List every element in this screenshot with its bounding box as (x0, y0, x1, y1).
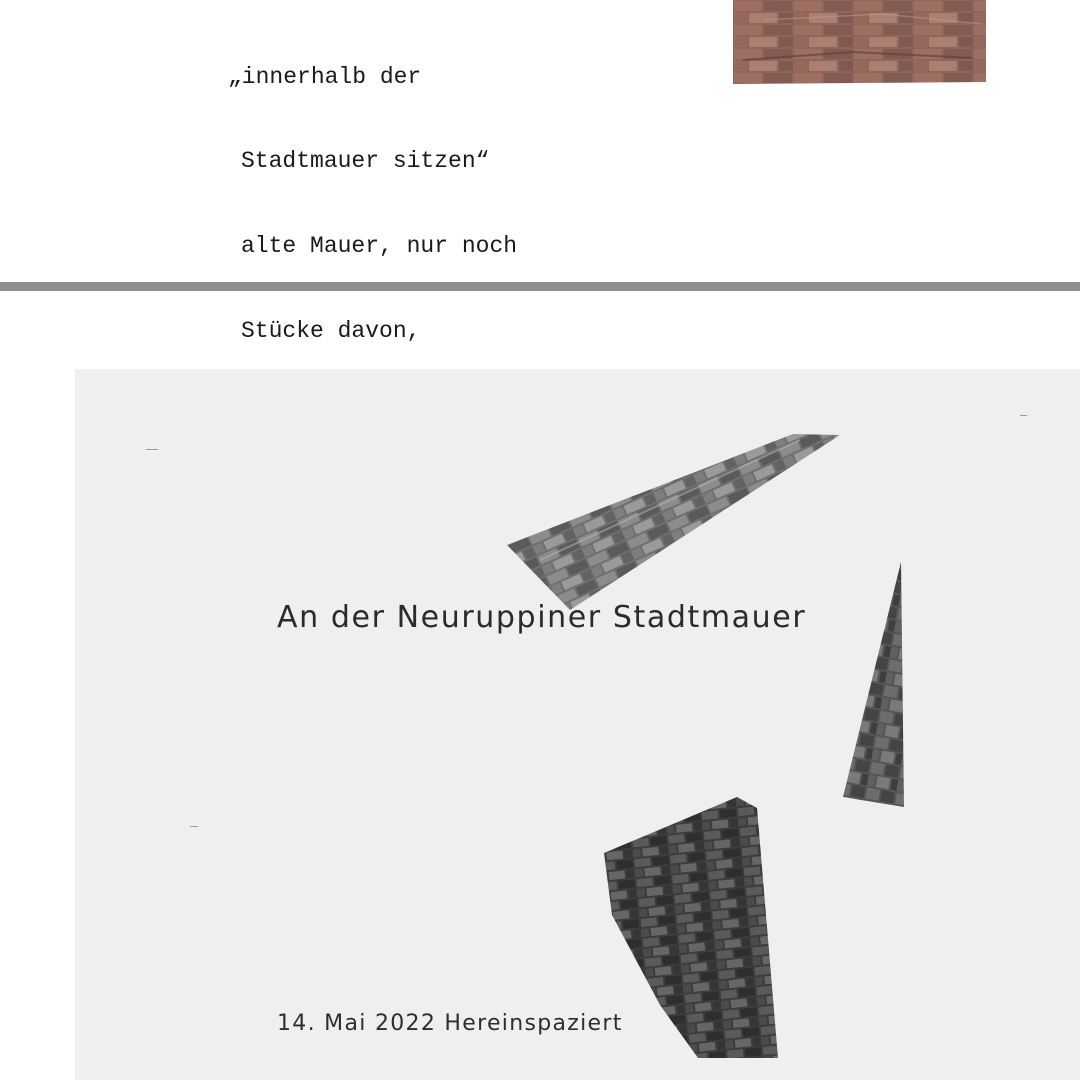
card-title: An der Neuruppiner Stadtmauer (277, 600, 807, 635)
poem-line: Stücke davon, (241, 318, 421, 345)
poem-line: alte Mauer, nur noch (241, 233, 518, 260)
poem-line: „innerhalb der (228, 63, 422, 90)
card-footer-date: 14. Mai 2022 Hereinspaziert (277, 1011, 623, 1036)
wall-shard-right-icon (843, 562, 904, 807)
poem-line: Stadtmauer sitzen“ (241, 148, 490, 175)
wall-shard-bottom-icon (604, 797, 778, 1058)
wall-shard-top-icon (507, 434, 840, 610)
